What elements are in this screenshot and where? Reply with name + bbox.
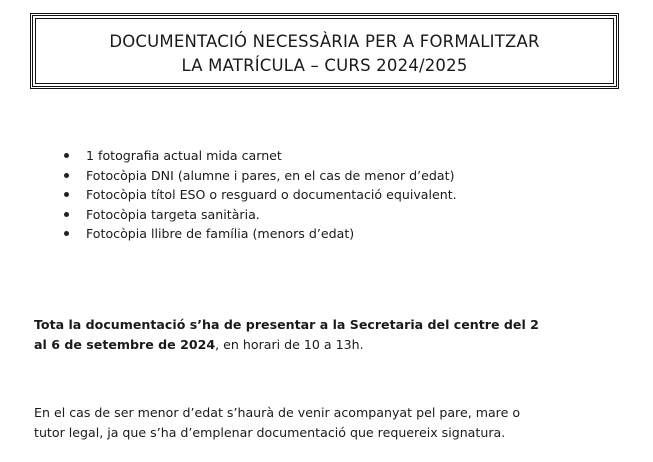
documents-list — [60, 146, 457, 244]
minors-paragraph — [34, 403, 634, 443]
page-title — [33, 30, 616, 78]
list-item: Fotocòpia DNI (alumne i pares, en el cas de menor d’edat) — [60, 166, 457, 186]
title-box — [30, 13, 619, 89]
list-item: 1 fotografia actual mida carnet — [60, 146, 457, 166]
submission-bold-line-2: al 6 de setembre de 2024 — [34, 337, 216, 352]
submission-paragraph — [34, 315, 634, 355]
title-line-1: DOCUMENTACIÓ NECESSÀRIA PER A FORMALITZAR — [109, 32, 540, 51]
minors-line-1: En el cas de ser menor d’edat s’haurà de venir acompanyat pel pare, mare o — [34, 405, 521, 420]
list-item: Fotocòpia títol ESO o resguard o documentació equivalent. — [60, 185, 457, 205]
list-item: Fotocòpia targeta sanitària. — [60, 205, 457, 225]
submission-hours: , en horari de 10 a 13h. — [215, 337, 364, 352]
minors-line-2: tutor legal, ja que s’ha d’emplenar documentació que requereix signatura. — [34, 425, 506, 440]
title-line-2: LA MATRÍCULA – CURS 2024/2025 — [181, 56, 468, 75]
submission-bold-line-1: Tota la documentació s’ha de presentar a la Secretaria del centre del 2 — [34, 317, 539, 332]
list-item: Fotocòpia llibre de família (menors d’edat) — [60, 224, 457, 244]
